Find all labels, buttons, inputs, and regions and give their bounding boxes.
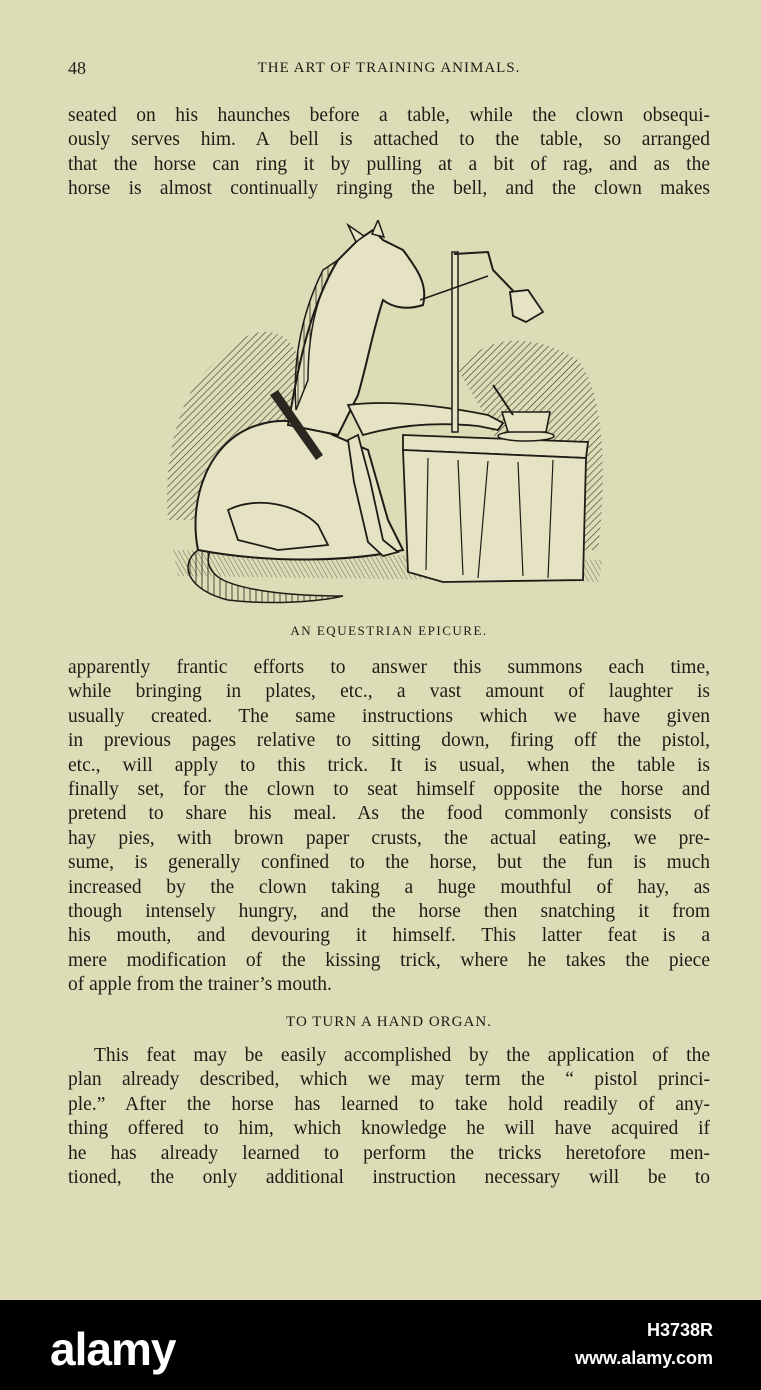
text-line: in previous pages relative to sitting down, firing off the pistol, — [68, 730, 710, 752]
paragraph-3 — [68, 1044, 710, 1190]
horse-engraving-illustration — [158, 220, 613, 612]
text-line: sume, is generally confined to the horse, but the fun is much — [68, 852, 710, 874]
text-line: horse is almost continually ringing the bell, and the clown makes — [68, 178, 710, 200]
text-line: usually created. The same instructions which we have given — [68, 705, 710, 727]
alamy-logo: alamy — [50, 1323, 176, 1375]
text-line: while bringing in plates, etc., a vast amount of laughter is — [68, 681, 710, 703]
text-line: etc., will apply to this trick. It is usual, when the table is — [68, 754, 710, 776]
text-line: his mouth, and devouring it himself. This latter feat is a — [68, 925, 710, 947]
site-url: www.alamy.com — [574, 1348, 713, 1368]
section-heading: TO TURN A HAND ORGAN. — [286, 1014, 492, 1030]
text-line: plan already described, which we may term the “ pistol princi- — [68, 1069, 710, 1091]
text-line: This feat may be easily accomplished by the application of the — [94, 1045, 710, 1066]
text-line: thing offered to him, which knowledge he will have acquired if — [68, 1118, 710, 1140]
text-line: of apple from the trainer’s mouth. — [68, 974, 332, 996]
text-line: hay pies, with brown paper crusts, the actual eating, we pre- — [68, 827, 710, 849]
text-line: he has already learned to perform the tricks heretofore men- — [68, 1142, 710, 1164]
text-line: ple.” After the horse has learned to take hold readily of any- — [68, 1093, 710, 1115]
text-line: pretend to share his meal. As the food commonly consists of — [68, 803, 710, 825]
text-line: ously serves him. A bell is attached to the table, so arranged — [68, 129, 710, 151]
text-line: though intensely hungry, and the horse then snatching it from — [68, 900, 710, 922]
paragraph-2 — [68, 656, 710, 997]
watermark-footer-bar — [0, 1300, 761, 1390]
paragraph-1 — [68, 104, 710, 202]
running-title: THE ART OF TRAINING ANIMALS. — [257, 60, 521, 76]
page-number: 48 — [68, 58, 86, 78]
text-line: increased by the clown taking a huge mouthful of hay, as — [68, 876, 710, 898]
page-header — [68, 58, 710, 82]
image-id: H3738R — [646, 1320, 713, 1340]
text-line: mere modification of the kissing trick, where he takes the piece — [68, 949, 710, 971]
figure-caption: AN EQUESTRIAN EPICURE. — [290, 623, 488, 638]
text-line: seated on his haunches before a table, while the clown obsequi- — [68, 105, 710, 126]
text-line: apparently frantic efforts to answer this summons each time, — [68, 657, 710, 678]
text-line: that the horse can ring it by pulling at a bit of rag, and as the — [68, 153, 710, 175]
text-line: finally set, for the clown to seat himself opposite the horse and — [68, 778, 710, 800]
text-line: tioned, the only additional instruction necessary will be to — [68, 1166, 710, 1188]
